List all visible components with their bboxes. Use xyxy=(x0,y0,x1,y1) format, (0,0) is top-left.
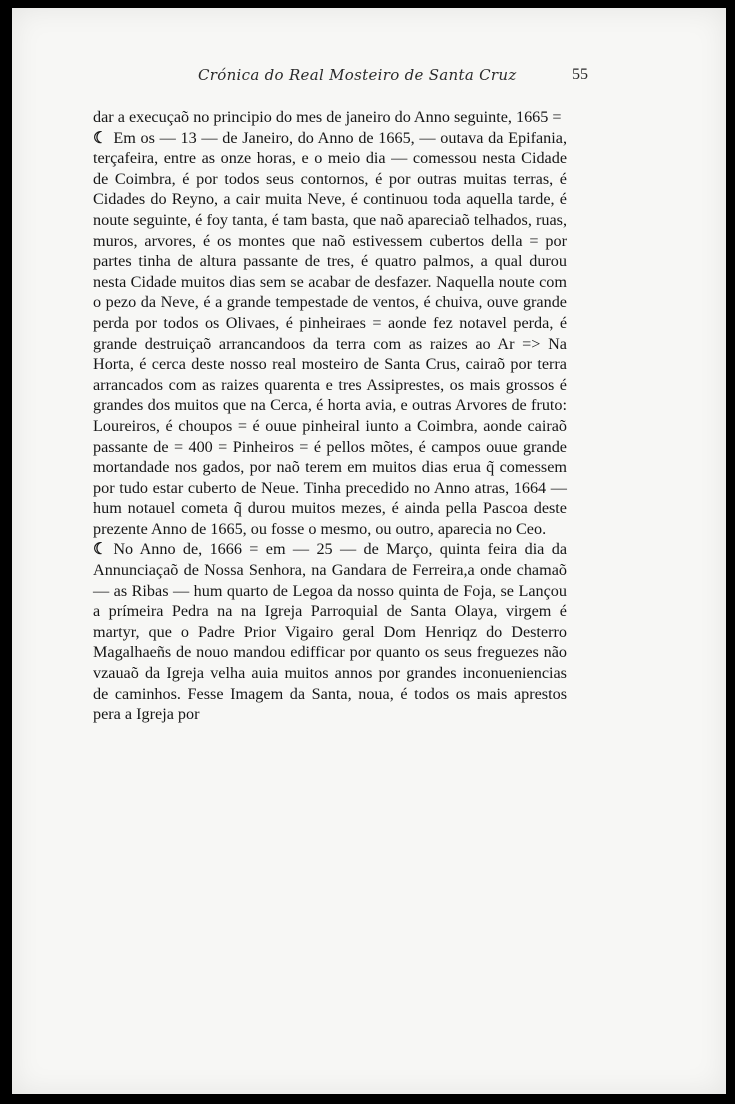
paragraph-text: dar a execuçaõ no principio do mes de janeiro do Anno seguinte, 1665 = xyxy=(93,108,562,126)
paragraph-continuation xyxy=(93,107,567,128)
paragraph-snowfall-1665 xyxy=(93,128,567,540)
running-title: Crónica do Real Mosteiro de Santa Cruz xyxy=(198,66,517,84)
paragraph-text: No Anno de, 1666 = em — 25 — de Março, quinta feira dia da Annunciaçaõ de Nossa Senhora, na Gandara de Ferreira,a onde chamaõ — as Ribas — hum quarto de Legoa da nosso quinta de Foja, se Lançou a prímeira Pedra na na Igreja Parroquial de Santa Olaya, virgem é martyr, que o Padre Prior Vigairo geral Dom Henriqz do Desterro Magalhaeñs de nouo mandou edifficar por quanto os seus freguezes não vzauaõ da Igreja velha auia muitos annos por grandes inconueniencias de caminhos. Fesse Imagem da Santa, noua, é todos os mais aprestos pera a Igreja por xyxy=(93,540,567,724)
body-text xyxy=(93,107,567,725)
paragraph-text: Em os — 13 — de Janeiro, do Anno de 1665, — outava da Epifania, terçafeira, entre as onze horas, e o meio dia — comessou nesta Cidade de Coimbra, é por todos seus contornos, é por outras muitas terras, é Cidades do Reyno, a cair muita Neve, é continuou toda aquella tarde, é noute seguinte, é foy tanta, é tam basta, que naõ apareciaõ telhados, ruas, muros, arvores, é os montes que naõ estivessem cubertos della = por partes tinha de altura passante de tres, é quatro palmos, a qual durou nesta Cidade muitos dias sem se acabar de desfazer. Naquella noute com o pezo da Neve, é a grande tempestade de ventos, é chuiva, ouve grande perda por todos os Olivaes, é pinheiraes = aonde fez notavel perda, é grande destruiçaõ arrancandoos da terra com as raizes ao Ar => Na Horta, é cerca deste nosso real mosteiro de Santa Crus, cairaõ por terra arrancados com as raizes quarenta e tres Assiprestes, os mais grossos é grandes dos muitos que na Cerca, é horta avia, e outras Arvores de fruto: Loureiros, é choupos = é ouue pinheiral iunto a Coimbra, aonde cairaõ passante de = 400 = Pinheiros = é pellos mõtes, é campos ouue grande mortandade nos gados, por naõ terem em muitos dias erua q̃ comessem por tudo estar cuberto de Neue. Tinha precedido no Anno atras, 1664 — hum notauel cometa q̃ durou muitos mezes, é ainda pella Pascoa deste prezente Anno de 1665, ou fosse o mesmo, ou outro, aparecia no Ceo. xyxy=(93,128,567,538)
page-number: 55 xyxy=(572,66,588,83)
paragraph-church-1666 xyxy=(93,539,567,724)
paragraph-mark-icon: ☾ xyxy=(93,539,108,559)
paragraph-mark-icon: ☾ xyxy=(93,127,108,147)
running-header xyxy=(108,66,588,88)
